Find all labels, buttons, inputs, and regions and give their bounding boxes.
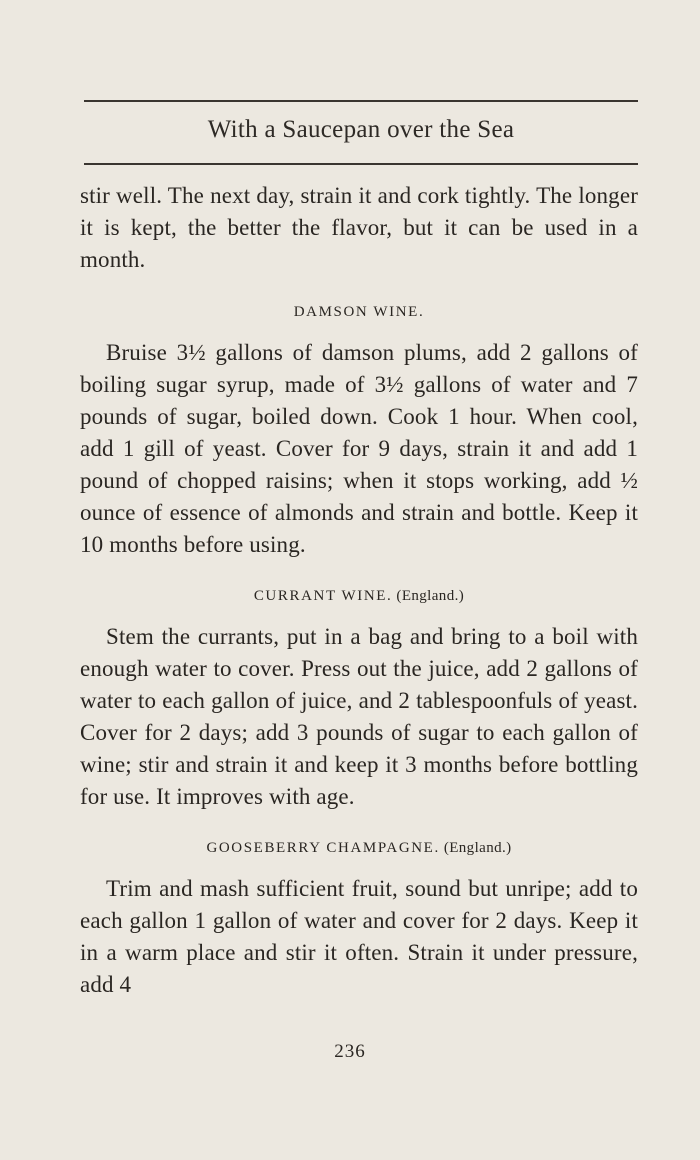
spacer bbox=[80, 813, 638, 833]
spacer bbox=[80, 611, 638, 621]
recipe-title: CURRANT WINE. bbox=[253, 588, 393, 604]
spacer bbox=[80, 327, 638, 337]
recipe-region: (England.) bbox=[443, 840, 512, 856]
recipe-heading-damson-wine bbox=[80, 297, 638, 327]
recipe-paragraph-gooseberry-champagne: Trim and mash sufficient fruit, sound but unripe; add to each gallon 1 gallon of water and cover for 2 days. Keep it in a warm place and stir it often. Strain it under pressure, add 4 bbox=[80, 876, 638, 997]
spacer bbox=[80, 561, 638, 581]
recipe-title: GOOSEBERRY CHAMPAGNE. bbox=[206, 840, 440, 856]
spacer bbox=[80, 276, 638, 297]
recipe-paragraph-currant-wine: Stem the currants, put in a bag and bring to a boil with enough water to cover. Press out the juice, add 2 gallons of water to each gallon of juice, and 2 tablespoonfuls of yeast. Cover for 2 days; add 3 pounds of sugar to each gallon of wine; stir and strain it and keep it 3 months before bottling for use. It improves with age. bbox=[80, 624, 638, 809]
recipe-heading-currant-wine bbox=[80, 581, 638, 611]
recipe-title: DAMSON WINE. bbox=[293, 304, 425, 320]
header-bottom-rule bbox=[84, 163, 638, 165]
recipe-heading-gooseberry-champagne bbox=[80, 833, 638, 863]
spacer bbox=[80, 863, 638, 873]
running-head: With a Saucepan over the Sea bbox=[207, 116, 515, 143]
header-top-rule bbox=[84, 100, 638, 102]
continuation-paragraph: stir well. The next day, strain it and cork tightly. The longer it is kept, the better the flavor, but it can be used in a month. bbox=[80, 183, 638, 272]
recipe-paragraph-damson-wine: Bruise 3½ gallons of damson plums, add 2 gallons of boiling sugar syrup, made of 3½ gallons of water and 7 pounds of sugar, boiled down. Cook 1 hour. When cool, add 1 gill of yeast. Cover for 9 days, strain it and add 1 pound of chopped raisins; when it stops working, add ½ ounce of essence of almonds and strain and bottle. Keep it 10 months before using. bbox=[80, 340, 638, 557]
page-body bbox=[80, 180, 638, 1001]
page-number: 236 bbox=[334, 1041, 366, 1062]
recipe-region: (England.) bbox=[396, 588, 465, 604]
